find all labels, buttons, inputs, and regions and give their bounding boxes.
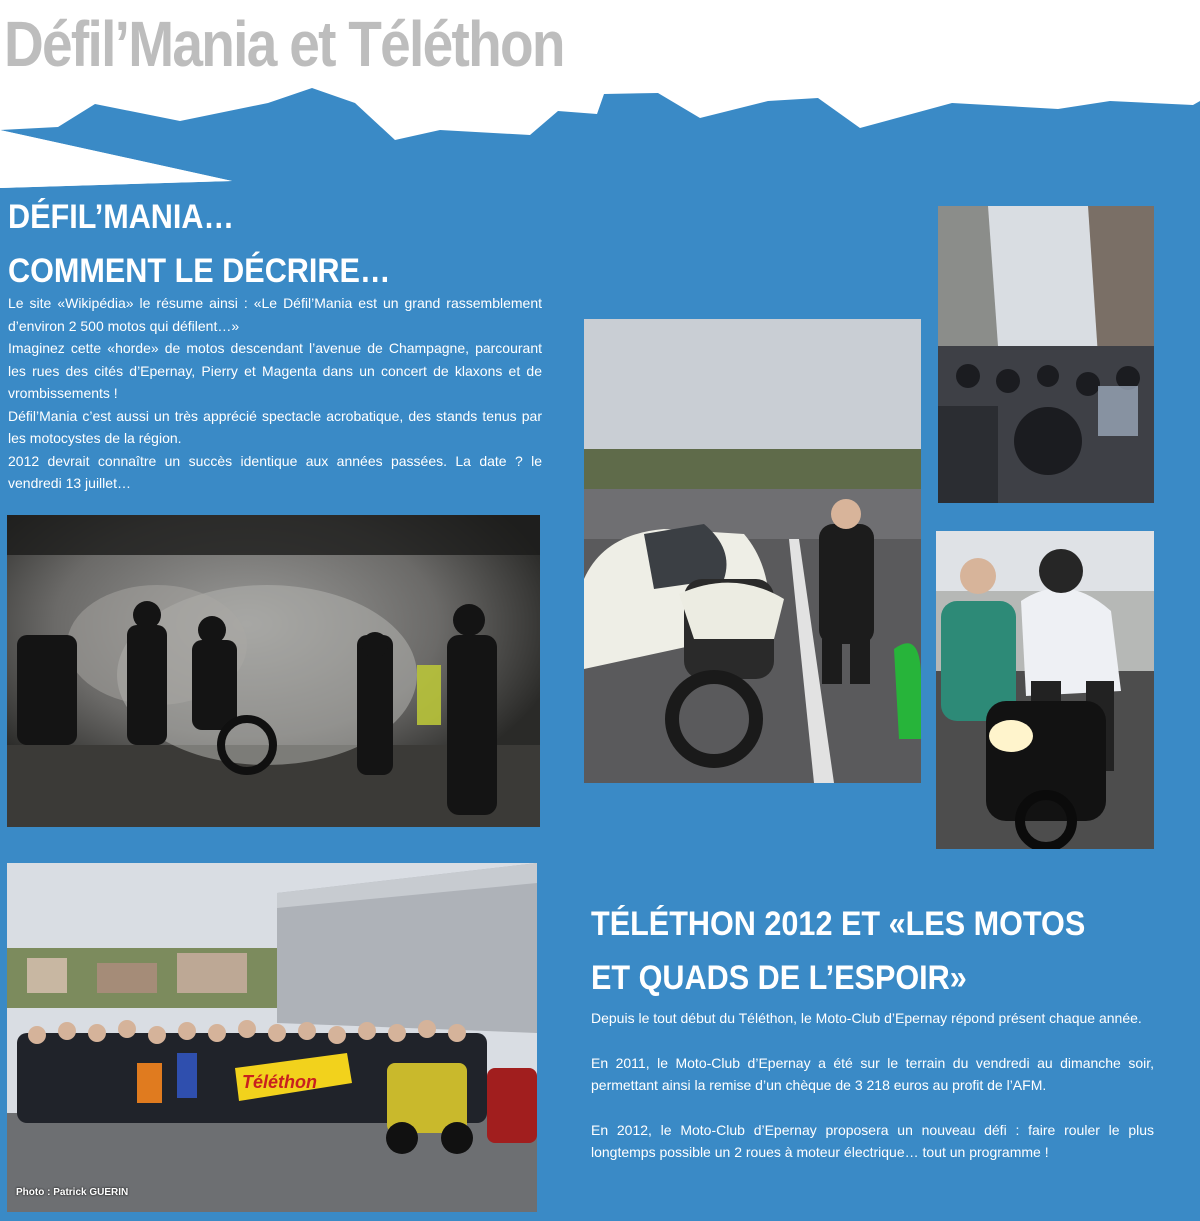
paragraph: Depuis le tout début du Téléthon, le Moto-Club d’Epernay répond présent chaque année. — [591, 1010, 1142, 1026]
photo-burnout-show — [7, 515, 540, 827]
paragraph: Imaginez cette «horde» de motos descendant l’avenue de Champagne, parcourant les rues des cités d’Epernay, Pierry et Magenta dans un concert de klaxons et de vrombissements ! — [8, 340, 542, 401]
paragraph: Défil’Mania c’est aussi un très apprécié spectacle acrobatique, des stands tenus par les motocystes de la région. — [8, 407, 542, 446]
photo-telethon-group — [7, 863, 537, 1212]
heading-line: COMMENT LE DÉCRIRE… — [8, 252, 391, 290]
heading-line: DÉFIL’MANIA… — [8, 198, 235, 236]
heading-line: TÉLÉTHON 2012 ET «LES MOTOS — [591, 905, 1086, 943]
telethon-text — [591, 1007, 1154, 1164]
photo-sidecar-rider — [584, 319, 921, 783]
section-heading-telethon — [591, 897, 1085, 1005]
section-heading-defilmania — [8, 190, 391, 298]
paragraph: En 2012, le Moto-Club d’Epernay proposera un nouveau défi : faire rouler le plus longtemps possible un 2 roues à moteur électrique… tout un programme ! — [591, 1121, 1154, 1160]
photo-credit: Photo : Patrick GUERIN — [16, 1187, 129, 1198]
paragraph: En 2011, le Moto-Club d’Epernay a été sur le terrain du vendredi au dimanche soir, permettant ainsi la remise d’un chèque de 3 218 euros au profit de l’AFM. — [591, 1054, 1154, 1093]
photo-rider-scooter — [936, 531, 1154, 849]
banner-text: Téléthon — [242, 1072, 317, 1092]
photo-street-crowd — [938, 206, 1154, 503]
defilmania-text — [8, 292, 542, 495]
paragraph: Le site «Wikipédia» le résume ainsi : «Le Défil’Mania est un grand rassemblement d’environ 2 500 motos qui défilent…» — [8, 295, 542, 334]
heading-line: ET QUADS DE L’ESPOIR» — [591, 959, 967, 997]
page-title: Défil’Mania et Téléthon — [4, 8, 564, 80]
paragraph: 2012 devrait connaître un succès identique aux années passées. La date ? le vendredi 13 juillet… — [8, 452, 542, 491]
